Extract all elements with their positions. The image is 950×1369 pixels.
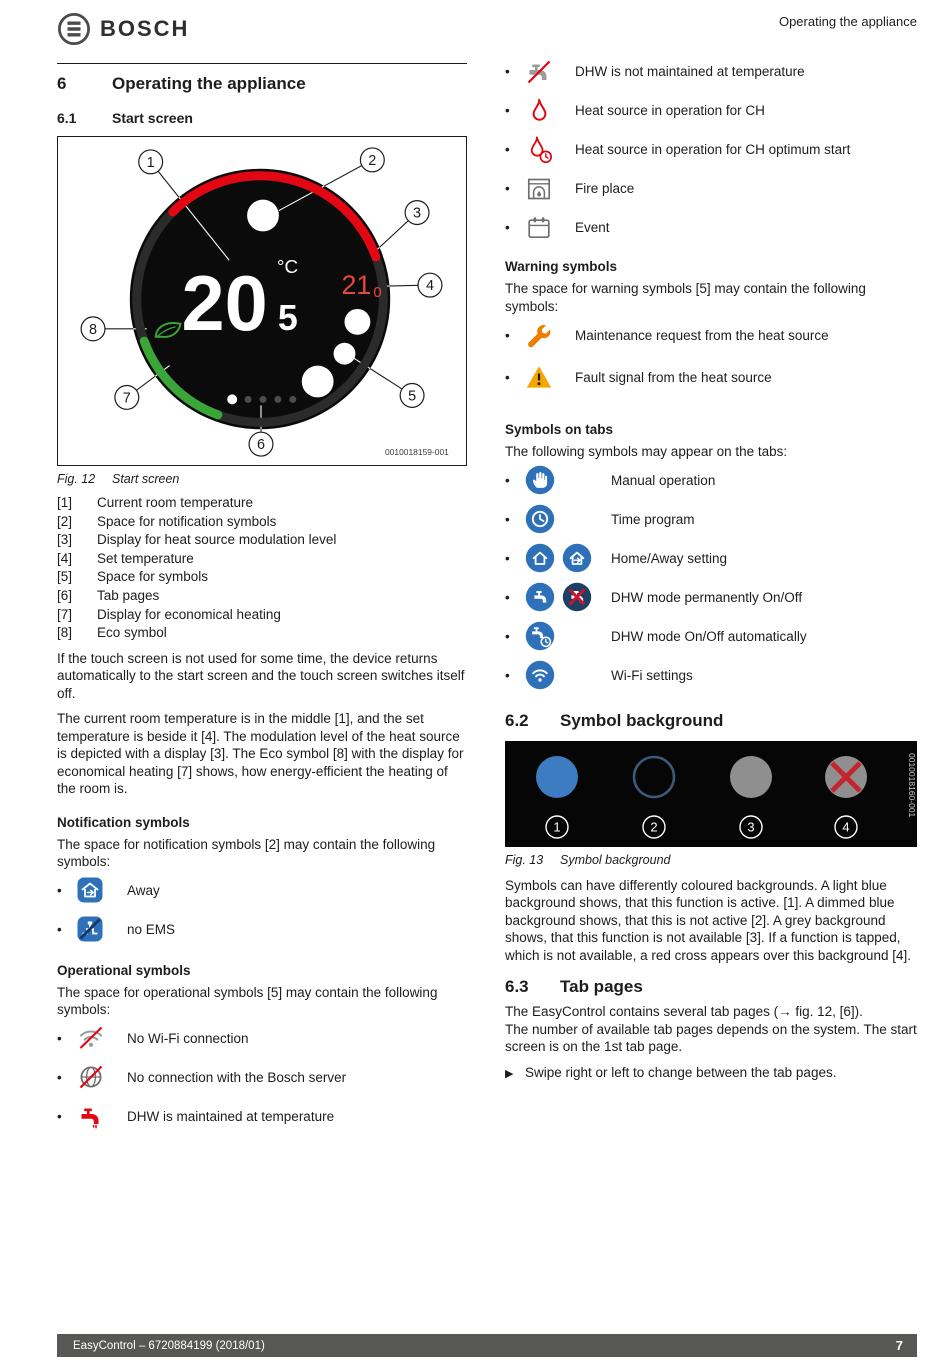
fault-warning-icon: [525, 363, 553, 391]
symbol-row-fault: • Fault signal from the heat source: [505, 356, 917, 398]
operational-symbols-heading: Operational symbols: [57, 962, 191, 978]
symbol-row-away: • Away: [57, 871, 467, 910]
symbol-placeholder: [344, 309, 370, 335]
figure-image-id: 0010018160-001: [907, 752, 917, 817]
section-number: 6: [57, 74, 67, 93]
set-temperature: 21: [341, 270, 372, 301]
legend-item: [8] Eco symbol: [57, 625, 167, 641]
start-screen-figure-svg: [58, 137, 466, 465]
symbol-row-no-server: • No connection with the Bosch server: [57, 1058, 467, 1097]
wifi-settings-icon: [525, 660, 555, 690]
symbol-row-ch-flame: • Heat source in operation for CH: [505, 91, 917, 130]
symbols-on-tabs-intro: The following symbols may appear on the tabs:: [505, 444, 788, 459]
ch-flame-clock-icon: [525, 136, 553, 164]
maintenance-wrench-icon: [525, 322, 553, 350]
svg-text:6: 6: [256, 437, 266, 454]
svg-text:4: 4: [842, 819, 850, 834]
running-header-title: Operating the appliance: [778, 14, 917, 29]
paragraph: If the touch screen is not used for some time, the device returns automatically to the start screen and the touch screen switches itself off.: [57, 650, 465, 701]
legend-item: [3] Display for heat source modulation level: [57, 532, 337, 548]
current-room-temperature: 20: [181, 260, 268, 347]
tab-symbol-row-dhw-auto: • DHW mode On/Off automatically: [505, 617, 917, 656]
svg-text:1: 1: [146, 154, 155, 171]
away-circle-icon: [562, 543, 592, 573]
paragraph: The current room temperature is in the middle [1], and the set temperature is beside it [4]. The modulation level of the heat source is depicted with a display [3]. The Eco symbol [8] with the display for economical heating [7] shows, how energy-efficient the heating of the room is.: [57, 711, 464, 797]
dhw-not-maintained-icon: [525, 58, 553, 86]
symbol-row-dhw-not-maintained: • DHW is not maintained at temperature: [505, 52, 917, 91]
figure-image-id: 0010018159-001: [385, 447, 449, 458]
right-column: [505, 52, 917, 1080]
warning-symbols-intro: The space for warning symbols [5] may contain the following symbols:: [505, 281, 866, 314]
symbol-row-maintenance: • Maintenance request from the heat source: [505, 315, 917, 356]
current-temperature-decimal: 5: [277, 297, 298, 338]
footer-page-number: 7: [895, 1338, 903, 1353]
svg-text:3: 3: [747, 819, 755, 834]
tab-symbol-row-home-away: • Home/Away setting: [505, 539, 917, 578]
tab-symbol-row-wifi: • Wi-Fi settings: [505, 656, 917, 695]
action-arrow-icon: ▶: [505, 1067, 514, 1080]
operational-symbols-intro: The space for operational symbols [5] may contain the following symbols:: [57, 984, 438, 1018]
figure-13-symbol-background: [505, 741, 917, 847]
ch-flame-icon: [525, 97, 553, 125]
notification-symbols-heading: Notification symbols: [57, 814, 190, 830]
tab-symbol-row-manual: • Manual operation: [505, 461, 917, 500]
legend-item: [2] Space for notification symbols: [57, 513, 277, 529]
unavailable-tapped-sample: [825, 756, 867, 798]
figure-12-caption: Fig. 12 Start screen: [57, 472, 180, 486]
unavailable-background-sample: [730, 756, 772, 798]
action-item-swipe: ▶ Swipe right or left to change between the tab pages.: [505, 1064, 837, 1080]
symbol-row-fire-place: • Fire place: [505, 169, 917, 208]
no-bosch-server-icon: [77, 1063, 105, 1091]
bosch-armature-icon: [57, 12, 91, 46]
svg-text:8: 8: [89, 321, 98, 338]
section-number: 6.1: [57, 110, 77, 126]
brand-name: BOSCH: [100, 16, 190, 41]
set-temperature-decimal: 0: [373, 285, 382, 302]
symbols-on-tabs-heading: Symbols on tabs: [505, 422, 614, 437]
bosch-logo: [57, 12, 189, 46]
symbol-row-no-ems: • no EMS: [57, 910, 467, 949]
dhw-auto-icon: [525, 621, 555, 651]
warning-symbols-heading: Warning symbols: [505, 259, 618, 274]
legend-item: [5] Space for symbols: [57, 569, 209, 585]
tab-symbol-row-time-program: • Time program: [505, 500, 917, 539]
notification-symbol-placeholder: [247, 200, 279, 232]
symbol-row-no-wifi: • No Wi-Fi connection: [57, 1019, 467, 1058]
symbol-row-dhw-maintained: • DHW is maintained at temperature: [57, 1097, 467, 1136]
header-rule: [57, 63, 467, 64]
temperature-unit: °C: [276, 257, 299, 279]
section-title: Operating the appliance: [112, 74, 306, 93]
svg-text:7: 7: [122, 390, 131, 407]
symbol-row-event: • Event: [505, 208, 917, 247]
svg-text:2: 2: [368, 152, 377, 169]
symbol-placeholder: [302, 366, 334, 398]
event-icon: [525, 214, 553, 242]
section-6-heading: [57, 74, 467, 94]
time-program-icon: [525, 504, 555, 534]
figure-12-start-screen: [57, 136, 467, 466]
svg-text:4: 4: [425, 278, 434, 295]
legend-item: [1] Current room temperature: [57, 495, 254, 510]
figure-12-legend: [57, 494, 467, 643]
manual-operation-icon: [525, 465, 555, 495]
legend-item: [7] Display for economical heating: [57, 606, 281, 622]
symbol-row-ch-flame-clock: • Heat source in operation for CH optimum start: [505, 130, 917, 169]
footer-document-id: EasyControl – 6720884199 (2018/01): [73, 1339, 265, 1352]
active-background-sample: [536, 756, 578, 798]
notification-symbols-intro: The space for notification symbols [2] may contain the following symbols:: [57, 836, 436, 870]
svg-text:1: 1: [553, 819, 561, 834]
home-icon: [525, 543, 555, 573]
figure-13-caption: Fig. 13 Symbol background: [505, 852, 671, 867]
legend-item: [6] Tab pages: [57, 587, 160, 603]
svg-text:2: 2: [650, 819, 658, 834]
no-wifi-icon: [77, 1024, 105, 1052]
symbol-background-figure-svg: [505, 741, 917, 847]
section-6-1-heading: [57, 110, 467, 126]
section-6-2-heading: 6.2 Symbol background: [505, 710, 724, 730]
svg-text:5: 5: [408, 388, 417, 405]
tab-symbol-row-dhw-on-off: • DHW mode permanently On/Off: [505, 578, 917, 617]
paragraph: The number of available tab pages depends on the system. The start screen is on the 1st tab page.: [505, 1021, 917, 1054]
section-6-3-heading: 6.3 Tab pages: [505, 977, 643, 996]
legend-item: [4] Set temperature: [57, 550, 194, 566]
left-column: [57, 63, 467, 1136]
symbol-placeholder: [334, 343, 356, 365]
paragraph: The EasyControl contains several tab pages (→ fig. 12, [6]).: [505, 1004, 863, 1019]
dhw-maintained-icon: [77, 1102, 105, 1130]
page-footer: [57, 1334, 917, 1357]
fire-place-icon: [525, 175, 553, 203]
dhw-off-icon: [562, 582, 592, 612]
section-title: Start screen: [112, 110, 193, 126]
dhw-on-icon: [525, 582, 555, 612]
svg-text:3: 3: [413, 205, 422, 222]
no-ems-icon: [77, 916, 103, 942]
page-header: [57, 10, 917, 54]
away-icon: [77, 877, 103, 903]
paragraph: Symbols can have differently coloured backgrounds. A light blue background shows, that this function is active. [1]. A dimmed blue background shows, that this is not active [2]. A grey background shows, that this function is not available [3]. If a function is tapped, which is not available, a red cross appears over this background [4].: [505, 877, 911, 963]
